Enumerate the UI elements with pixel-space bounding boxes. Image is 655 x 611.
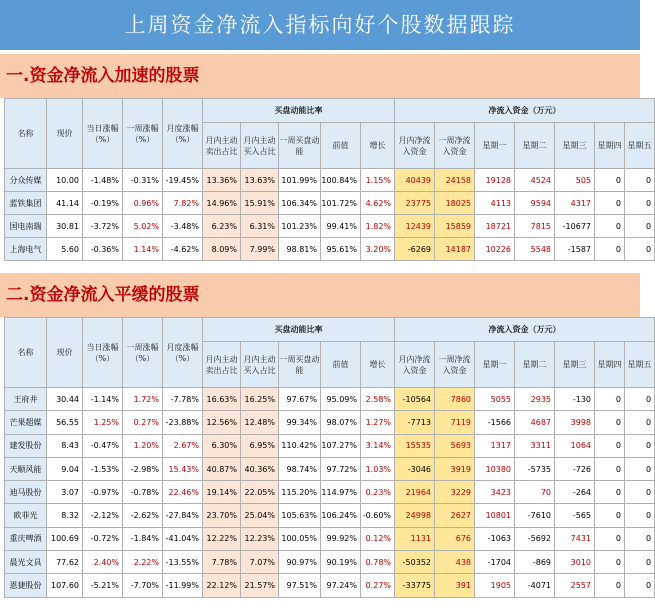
cell-mnet: 24998 xyxy=(395,504,435,527)
cell-mon: 19128 xyxy=(475,169,515,192)
cell-mon: 4113 xyxy=(475,192,515,215)
cell-price: 77.62 xyxy=(47,551,83,574)
cell-buy: 25.04% xyxy=(241,504,279,527)
cell-day: -0.47% xyxy=(83,434,123,457)
header-week-change: 一周涨幅（%） xyxy=(123,99,163,169)
cell-name: 芒果超媒 xyxy=(5,411,47,434)
cell-mom: 105.63% xyxy=(279,504,321,527)
header-week-buy-momentum: 一周买盘动能 xyxy=(279,123,321,169)
table-row xyxy=(5,169,655,192)
cell-name: 恩捷股份 xyxy=(5,574,47,597)
cell-wed: -130 xyxy=(555,388,595,411)
header-fri: 星期五 xyxy=(625,342,655,388)
cell-wed: 2557 xyxy=(555,574,595,597)
cell-fri: 0 xyxy=(625,411,655,434)
cell-sell: 6.23% xyxy=(203,215,241,238)
cell-month: -3.48% xyxy=(163,215,203,238)
cell-day: -3.72% xyxy=(83,215,123,238)
cell-prev: 90.19% xyxy=(321,551,361,574)
header-week-net: 一周净流入资金 xyxy=(435,342,475,388)
cell-mnet: -6269 xyxy=(395,238,435,261)
cell-fri: 0 xyxy=(625,169,655,192)
cell-thu: 0 xyxy=(595,215,625,238)
cell-day: -1.14% xyxy=(83,388,123,411)
cell-mon: -1704 xyxy=(475,551,515,574)
cell-tue: 5548 xyxy=(515,238,555,261)
cell-mom: 98.81% xyxy=(279,238,321,261)
cell-buy: 21.57% xyxy=(241,574,279,597)
cell-price: 41.14 xyxy=(47,192,83,215)
cell-week: -1.84% xyxy=(123,527,163,550)
cell-wnet: 3919 xyxy=(435,457,475,480)
cell-day: -0.72% xyxy=(83,527,123,550)
cell-price: 100.69 xyxy=(47,527,83,550)
cell-mon: 5055 xyxy=(475,388,515,411)
table-row xyxy=(5,215,655,238)
header-price: 现价 xyxy=(47,99,83,169)
cell-mnet: 23775 xyxy=(395,192,435,215)
table-row xyxy=(5,238,655,261)
cell-sell: 13.36% xyxy=(203,169,241,192)
header-week-buy-momentum: 一周买盘动能 xyxy=(279,342,321,388)
cell-growth: 0.27% xyxy=(361,574,395,597)
cell-mom: 101.99% xyxy=(279,169,321,192)
cell-sell: 23.70% xyxy=(203,504,241,527)
cell-price: 3.07 xyxy=(47,481,83,504)
cell-wnet: 391 xyxy=(435,574,475,597)
cell-name: 迪马股份 xyxy=(5,481,47,504)
table-row xyxy=(5,574,655,597)
header-growth: 增长 xyxy=(361,123,395,169)
cell-name: 建发股份 xyxy=(5,434,47,457)
cell-wnet: 14187 xyxy=(435,238,475,261)
cell-price: 10.00 xyxy=(47,169,83,192)
cell-name: 上海电气 xyxy=(5,238,47,261)
cell-mnet: -10564 xyxy=(395,388,435,411)
header-month-sell-ratio: 月内主动卖出占比 xyxy=(203,342,241,388)
cell-mon: 3423 xyxy=(475,481,515,504)
cell-name: 分众传媒 xyxy=(5,169,47,192)
cell-tue: -4071 xyxy=(515,574,555,597)
accelerating-stocks-table xyxy=(4,98,655,261)
header-month-buy-ratio: 月内主动买入占比 xyxy=(241,342,279,388)
header-thu: 星期四 xyxy=(595,123,625,169)
cell-mnet: 12439 xyxy=(395,215,435,238)
cell-fri: 0 xyxy=(625,215,655,238)
cell-tue: -5735 xyxy=(515,457,555,480)
header-net-inflow-group: 净流入资金（万元） xyxy=(395,99,655,123)
cell-week: 0.96% xyxy=(123,192,163,215)
cell-thu: 0 xyxy=(595,527,625,550)
header-day-change: 当日涨幅（%） xyxy=(83,318,123,388)
cell-tue: -869 xyxy=(515,551,555,574)
cell-buy: 22.05% xyxy=(241,481,279,504)
cell-sell: 16.63% xyxy=(203,388,241,411)
cell-fri: 0 xyxy=(625,192,655,215)
header-month-buy-ratio: 月内主动买入占比 xyxy=(241,123,279,169)
cell-prev: 106.24% xyxy=(321,504,361,527)
table-row xyxy=(5,411,655,434)
cell-wed: 3998 xyxy=(555,411,595,434)
cell-wnet: 5693 xyxy=(435,434,475,457)
cell-buy: 16.25% xyxy=(241,388,279,411)
cell-growth: 1.27% xyxy=(361,411,395,434)
cell-sell: 22.12% xyxy=(203,574,241,597)
cell-week: -7.70% xyxy=(123,574,163,597)
cell-growth: 3.20% xyxy=(361,238,395,261)
cell-day: -5.21% xyxy=(83,574,123,597)
cell-thu: 0 xyxy=(595,238,625,261)
cell-week: 1.14% xyxy=(123,238,163,261)
cell-mnet: 1131 xyxy=(395,527,435,550)
cell-price: 9.04 xyxy=(47,457,83,480)
table-row xyxy=(5,388,655,411)
cell-growth: 1.82% xyxy=(361,215,395,238)
cell-prev: 114.97% xyxy=(321,481,361,504)
section-heading-accelerating: 一.资金净流入加速的股票 xyxy=(0,54,640,98)
cell-mom: 97.67% xyxy=(279,388,321,411)
cell-buy: 7.07% xyxy=(241,551,279,574)
cell-fri: 0 xyxy=(625,551,655,574)
cell-tue: -7610 xyxy=(515,504,555,527)
header-growth: 增长 xyxy=(361,342,395,388)
cell-mnet: 21964 xyxy=(395,481,435,504)
header-fri: 星期五 xyxy=(625,123,655,169)
cell-thu: 0 xyxy=(595,481,625,504)
cell-tue: -5692 xyxy=(515,527,555,550)
cell-wed: 4317 xyxy=(555,192,595,215)
cell-fri: 0 xyxy=(625,481,655,504)
cell-growth: 1.15% xyxy=(361,169,395,192)
table-row xyxy=(5,434,655,457)
cell-growth: 0.23% xyxy=(361,481,395,504)
cell-price: 8.32 xyxy=(47,504,83,527)
cell-thu: 0 xyxy=(595,411,625,434)
cell-growth: 0.12% xyxy=(361,527,395,550)
cell-wed: 7431 xyxy=(555,527,595,550)
cell-thu: 0 xyxy=(595,169,625,192)
cell-sell: 7.78% xyxy=(203,551,241,574)
header-wed: 星期三 xyxy=(555,123,595,169)
cell-buy: 6.31% xyxy=(241,215,279,238)
cell-sell: 6.30% xyxy=(203,434,241,457)
cell-fri: 0 xyxy=(625,527,655,550)
cell-growth: 2.58% xyxy=(361,388,395,411)
cell-fri: 0 xyxy=(625,434,655,457)
cell-growth: 3.14% xyxy=(361,434,395,457)
cell-prev: 99.41% xyxy=(321,215,361,238)
cell-mom: 90.97% xyxy=(279,551,321,574)
cell-prev: 97.72% xyxy=(321,457,361,480)
cell-day: -0.19% xyxy=(83,192,123,215)
header-tue: 星期二 xyxy=(515,342,555,388)
cell-mom: 110.42% xyxy=(279,434,321,457)
cell-tue: 70 xyxy=(515,481,555,504)
header-month-net: 月内净流入资金 xyxy=(395,123,435,169)
table-row xyxy=(5,551,655,574)
cell-tue: 7815 xyxy=(515,215,555,238)
cell-name: 天顺风能 xyxy=(5,457,47,480)
cell-wnet: 438 xyxy=(435,551,475,574)
cell-buy: 12.23% xyxy=(241,527,279,550)
cell-price: 5.60 xyxy=(47,238,83,261)
cell-buy: 6.95% xyxy=(241,434,279,457)
cell-sell: 12.56% xyxy=(203,411,241,434)
cell-wnet: 2627 xyxy=(435,504,475,527)
cell-thu: 0 xyxy=(595,457,625,480)
cell-month: -7.78% xyxy=(163,388,203,411)
cell-week: -0.31% xyxy=(123,169,163,192)
cell-sell: 40.87% xyxy=(203,457,241,480)
cell-day: -2.12% xyxy=(83,504,123,527)
cell-mon: 1317 xyxy=(475,434,515,457)
header-price: 现价 xyxy=(47,318,83,388)
cell-fri: 0 xyxy=(625,457,655,480)
table-row xyxy=(5,504,655,527)
cell-sell: 19.14% xyxy=(203,481,241,504)
cell-day: -0.36% xyxy=(83,238,123,261)
header-month-change: 月度涨幅（%） xyxy=(163,99,203,169)
cell-month: 2.67% xyxy=(163,434,203,457)
cell-week: 0.27% xyxy=(123,411,163,434)
cell-name: 王府井 xyxy=(5,388,47,411)
cell-thu: 0 xyxy=(595,504,625,527)
cell-wed: -726 xyxy=(555,457,595,480)
cell-prev: 98.07% xyxy=(321,411,361,434)
cell-tue: 3311 xyxy=(515,434,555,457)
cell-month: -41.04% xyxy=(163,527,203,550)
cell-fri: 0 xyxy=(625,504,655,527)
cell-price: 107.60 xyxy=(47,574,83,597)
cell-wnet: 18025 xyxy=(435,192,475,215)
cell-fri: 0 xyxy=(625,238,655,261)
cell-mom: 100.05% xyxy=(279,527,321,550)
cell-growth: 0.78% xyxy=(361,551,395,574)
cell-name: 蓝铁集团 xyxy=(5,192,47,215)
cell-thu: 0 xyxy=(595,192,625,215)
cell-month: -19.45% xyxy=(163,169,203,192)
cell-prev: 95.09% xyxy=(321,388,361,411)
cell-week: 1.20% xyxy=(123,434,163,457)
header-mon: 星期一 xyxy=(475,342,515,388)
header-mon: 星期一 xyxy=(475,123,515,169)
cell-wed: -10677 xyxy=(555,215,595,238)
cell-week: -0.78% xyxy=(123,481,163,504)
cell-fri: 0 xyxy=(625,388,655,411)
cell-tue: 4524 xyxy=(515,169,555,192)
cell-week: 2.22% xyxy=(123,551,163,574)
header-day-change: 当日涨幅（%） xyxy=(83,99,123,169)
cell-wed: -1587 xyxy=(555,238,595,261)
table-row xyxy=(5,481,655,504)
cell-growth: 4.62% xyxy=(361,192,395,215)
cell-month: 15.43% xyxy=(163,457,203,480)
cell-wnet: 15859 xyxy=(435,215,475,238)
cell-wnet: 7860 xyxy=(435,388,475,411)
cell-mnet: 15535 xyxy=(395,434,435,457)
header-net-inflow-group: 净流入资金（万元） xyxy=(395,318,655,342)
cell-prev: 97.24% xyxy=(321,574,361,597)
cell-prev: 99.92% xyxy=(321,527,361,550)
cell-price: 30.81 xyxy=(47,215,83,238)
cell-fri: 0 xyxy=(625,574,655,597)
steady-stocks-table xyxy=(4,317,655,598)
cell-wnet: 7119 xyxy=(435,411,475,434)
header-thu: 星期四 xyxy=(595,342,625,388)
table-row xyxy=(5,192,655,215)
cell-buy: 40.36% xyxy=(241,457,279,480)
header-buy-momentum-group: 买盘动能比率 xyxy=(203,318,395,342)
cell-sell: 14.96% xyxy=(203,192,241,215)
header-prev: 前值 xyxy=(321,342,361,388)
cell-month: -13.55% xyxy=(163,551,203,574)
cell-month: -27.84% xyxy=(163,504,203,527)
cell-month: 22.46% xyxy=(163,481,203,504)
cell-month: -23.88% xyxy=(163,411,203,434)
header-wed: 星期三 xyxy=(555,342,595,388)
table-row xyxy=(5,527,655,550)
cell-buy: 12.48% xyxy=(241,411,279,434)
cell-name: 晨光文具 xyxy=(5,551,47,574)
cell-month: -4.62% xyxy=(163,238,203,261)
cell-month: -11.99% xyxy=(163,574,203,597)
cell-wed: 3010 xyxy=(555,551,595,574)
cell-wnet: 676 xyxy=(435,527,475,550)
cell-mnet: -3046 xyxy=(395,457,435,480)
cell-mnet: -33775 xyxy=(395,574,435,597)
header-buy-momentum-group: 买盘动能比率 xyxy=(203,99,395,123)
cell-mom: 115.20% xyxy=(279,481,321,504)
cell-mom: 99.34% xyxy=(279,411,321,434)
cell-tue: 4687 xyxy=(515,411,555,434)
cell-mnet: 40439 xyxy=(395,169,435,192)
cell-prev: 107.27% xyxy=(321,434,361,457)
header-month-sell-ratio: 月内主动卖出占比 xyxy=(203,123,241,169)
header-name: 名称 xyxy=(5,318,47,388)
cell-mom: 101.23% xyxy=(279,215,321,238)
cell-name: 重庆啤酒 xyxy=(5,527,47,550)
cell-day: 1.25% xyxy=(83,411,123,434)
cell-price: 56.55 xyxy=(47,411,83,434)
cell-wed: 505 xyxy=(555,169,595,192)
cell-name: 国电南瑞 xyxy=(5,215,47,238)
cell-mon: 1905 xyxy=(475,574,515,597)
cell-week: -2.98% xyxy=(123,457,163,480)
cell-mom: 106.34% xyxy=(279,192,321,215)
cell-mnet: -50352 xyxy=(395,551,435,574)
cell-thu: 0 xyxy=(595,434,625,457)
cell-price: 30.44 xyxy=(47,388,83,411)
cell-week: 5.02% xyxy=(123,215,163,238)
cell-mon: 10380 xyxy=(475,457,515,480)
cell-growth: -0.60% xyxy=(361,504,395,527)
header-month-net: 月内净流入资金 xyxy=(395,342,435,388)
cell-wnet: 24158 xyxy=(435,169,475,192)
header-month-change: 月度涨幅（%） xyxy=(163,318,203,388)
cell-mom: 98.74% xyxy=(279,457,321,480)
cell-week: 1.72% xyxy=(123,388,163,411)
cell-sell: 8.09% xyxy=(203,238,241,261)
cell-wnet: 3229 xyxy=(435,481,475,504)
cell-mom: 97.51% xyxy=(279,574,321,597)
cell-day: -0.97% xyxy=(83,481,123,504)
cell-mon: 10226 xyxy=(475,238,515,261)
cell-mon: 18721 xyxy=(475,215,515,238)
cell-growth: 1.03% xyxy=(361,457,395,480)
cell-thu: 0 xyxy=(595,574,625,597)
cell-month: 7.82% xyxy=(163,192,203,215)
cell-mon: -1566 xyxy=(475,411,515,434)
cell-buy: 13.63% xyxy=(241,169,279,192)
cell-price: 8.43 xyxy=(47,434,83,457)
cell-day: -1.48% xyxy=(83,169,123,192)
cell-prev: 101.72% xyxy=(321,192,361,215)
cell-wed: -565 xyxy=(555,504,595,527)
cell-day: -1.53% xyxy=(83,457,123,480)
header-name: 名称 xyxy=(5,99,47,169)
cell-name: 欧菲光 xyxy=(5,504,47,527)
cell-prev: 100.84% xyxy=(321,169,361,192)
cell-mon: -1063 xyxy=(475,527,515,550)
cell-wed: -264 xyxy=(555,481,595,504)
cell-buy: 7.99% xyxy=(241,238,279,261)
cell-week: -2.62% xyxy=(123,504,163,527)
cell-thu: 0 xyxy=(595,551,625,574)
cell-buy: 15.91% xyxy=(241,192,279,215)
cell-mnet: -7713 xyxy=(395,411,435,434)
cell-prev: 95.61% xyxy=(321,238,361,261)
cell-tue: 9594 xyxy=(515,192,555,215)
header-tue: 星期二 xyxy=(515,123,555,169)
header-prev: 前值 xyxy=(321,123,361,169)
cell-mon: 10801 xyxy=(475,504,515,527)
header-week-net: 一周净流入资金 xyxy=(435,123,475,169)
cell-wed: 1064 xyxy=(555,434,595,457)
cell-day: 2.40% xyxy=(83,551,123,574)
cell-thu: 0 xyxy=(595,388,625,411)
section-heading-steady: 二.资金净流入平缓的股票 xyxy=(0,273,640,317)
table-row xyxy=(5,457,655,480)
header-week-change: 一周涨幅（%） xyxy=(123,318,163,388)
page-title: 上周资金净流入指标向好个股数据跟踪 xyxy=(0,0,640,50)
cell-tue: 2935 xyxy=(515,388,555,411)
cell-sell: 12.22% xyxy=(203,527,241,550)
